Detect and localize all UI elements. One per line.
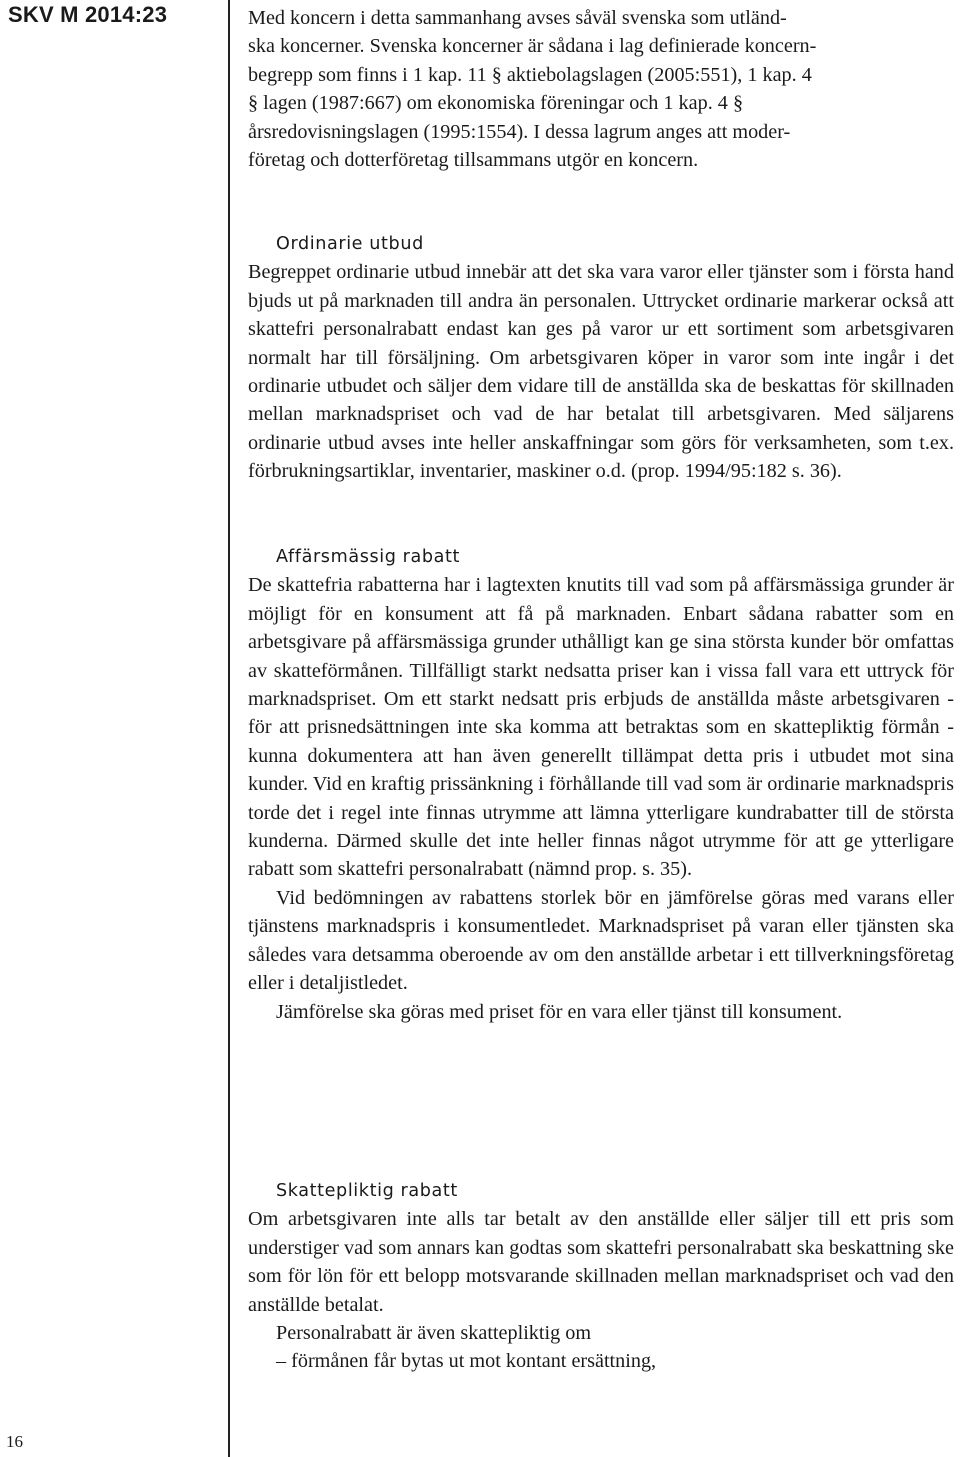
section-heading: Skattepliktig rabatt bbox=[276, 1181, 458, 1201]
page-number: 16 bbox=[6, 1432, 23, 1451]
body-paragraph: Begreppet ordinarie utbud innebär att det ska vara varor eller tjänster som i första hand bjuds ut på marknaden till andra än personalen. Uttrycket ordinarie markerar också att skattefri personalrabatt endast kan ges på varor ur ett sortiment som arbetsgivaren normalt har till försäljning. Om arbetsgivaren köper in varor som inte ingår i det ordinarie utbudet och säljer dem vidare till de anställda ska de beskattas för skillnaden mellan marknadspriset och vad de har betalat till arbetsgivaren. Med säljarens ordinarie utbud avses inte heller anskaffningar som görs för verksamheten, som t.ex. förbrukningsartiklar, inventarier, maskiner o.d. (prop. 1994/95:182 s. 36). bbox=[248, 261, 954, 483]
running-head: SKV M 2014:23 bbox=[8, 2, 168, 27]
list-item: – förmånen får bytas ut mot kontant ersättning, bbox=[276, 1350, 657, 1373]
section-heading: Ordinarie utbud bbox=[276, 234, 424, 254]
section-heading: Affärsmässig rabatt bbox=[276, 547, 461, 567]
body-paragraph: Vid bedömningen av rabattens storlek bör en jämförelse göras med varans eller tjänstens marknadspris i konsumentledet. Marknadspriset på varan eller tjänsten ska således vara detsamma oberoende av om den anställde arbetar i ett tillverkningsföretag eller i detaljistledet. bbox=[248, 886, 954, 995]
body-paragraph: Om arbetsgivaren inte alls tar betalt av den anställde eller säljer till ett pris som understiger vad som annars kan godtas som skattefri personalrabatt ska beskattning ske som för lön för ett belopp motsvarande skillnaden mellan marknadspriset och vad den anställde betalat. bbox=[248, 1208, 954, 1316]
body-paragraph: Personalrabatt är även skattepliktig om bbox=[276, 1322, 592, 1345]
body-paragraph: Jämförelse ska göras med priset för en vara eller tjänst till konsument. bbox=[276, 1000, 843, 1023]
section-skattepliktig-rabatt bbox=[248, 1177, 954, 1376]
intro-paragraph: Med koncern i detta sammanhang avses såväl svenska som utländ- ska koncerner. Svenska koncerner är sådana i lag definierade koncern- begrepp som finns i 1 kap. 11 § aktiebolagslagen (2005:551), 1 kap. 4 § lagen (1987:667) om ekonomiska föreningar och 1 kap. 4 § årsredovisningslagen (1995:1554). I dessa lagrum anges att moder- företag och dotterföretag tillsammans utgör en koncern. bbox=[248, 7, 817, 172]
intro-section bbox=[248, 4, 954, 174]
margin-column bbox=[0, 0, 230, 1457]
section-ordinarie-utbud bbox=[248, 230, 954, 486]
section-affarsmassig-rabatt bbox=[248, 543, 954, 1026]
body-paragraph: De skattefria rabatterna har i lagtexten knutits till vad som på affärsmässiga grunder är möjligt för en konsument att få på marknaden. Enbart sådana rabatter som en arbetsgivare på affärsmässiga grunder uthålligt kan ge sina största kunder bör omfattas av skatteförmånen. Tillfälligt starkt nedsatta priser kan i vissa fall vara ett uttryck för marknadspriset. Om ett starkt nedsatt pris erbjuds de anställda måste arbetsgivaren - för att prisnedsättningen inte ska komma att betraktas som en skattepliktig förmån - kunna dokumentera att han även generellt tillämpat detta pris i utbudet mot sina kunder. Vid en kraftig prissänkning i förhållande till vad som är ordinarie marknadspris torde det i regel inte finnas utrymme att lämna ytterligare kundrabatter till de största kunderna. Därmed skulle det inte heller finnas något utrymme för att ge ytterligare rabatt som skattefri personalrabatt (nämnd prop. s. 35). bbox=[248, 574, 954, 881]
